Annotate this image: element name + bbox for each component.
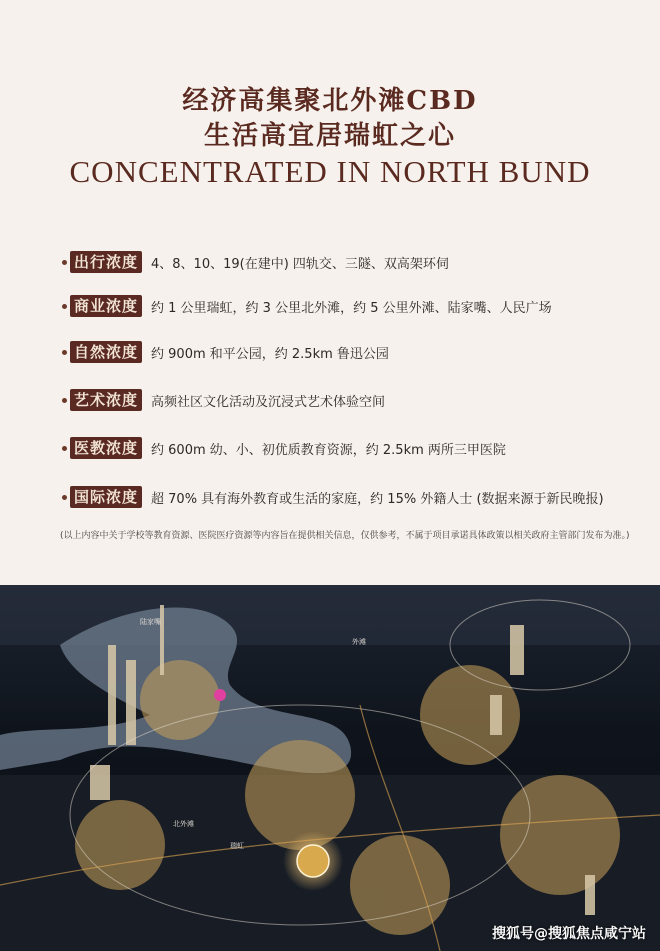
watermark: 搜狐号@搜狐焦点咸宁站 (492, 926, 646, 942)
title-line-2: 生活高宜居瑞虹之心 (203, 121, 456, 151)
city-night-illustration (0, 585, 660, 951)
bullet-icon (62, 446, 67, 451)
disclaimer-note: (以上内容中关于学校等教育资源、医院医疗资源等内容旨在提供相关信息，仅供参考，不属于项目承诺具体政策以相关政府主管部门发布为准。) (60, 531, 630, 541)
title-line-1: 经济高集聚北外滩CBD (182, 86, 478, 116)
map-label-ruihong: 瑞虹 (230, 842, 244, 850)
feature-tag: 国际浓度 (70, 486, 142, 508)
feature-row-nature (62, 340, 389, 364)
feature-text: 约 600m 幼、小、初优质教育资源，约 2.5km 两所三甲医院 (151, 442, 506, 458)
feature-text: 4、8、10、19(在建中) 四轨交、三隧、双高架环伺 (151, 256, 449, 272)
map-label-lujiazui: 陆家嘴 (140, 618, 161, 626)
bullet-icon (62, 260, 67, 265)
feature-text: 超 70% 具有海外教育或生活的家庭，约 15% 外籍人士 (数据来源于新民晚报) (151, 491, 604, 507)
feature-tag: 医教浓度 (70, 437, 142, 459)
feature-row-transport (62, 250, 449, 274)
map-label-waitan: 外滩 (352, 638, 366, 646)
feature-text: 高频社区文化活动及沉浸式艺术体验空间 (151, 394, 386, 410)
bullet-icon (62, 495, 67, 500)
feature-tag: 自然浓度 (70, 341, 142, 363)
feature-row-international (62, 485, 604, 509)
feature-row-education-medical (62, 436, 506, 460)
feature-tag: 出行浓度 (70, 251, 142, 273)
bullet-icon (62, 350, 67, 355)
map-label-beiwaitan: 北外滩 (173, 820, 194, 828)
title-english: CONCENTRATED IN NORTH BUND (69, 154, 591, 189)
bullet-icon (62, 304, 67, 309)
feature-text: 约 1 公里瑞虹，约 3 公里北外滩，约 5 公里外滩、陆家嘴、人民广场 (151, 300, 552, 316)
feature-tag: 艺术浓度 (70, 389, 142, 411)
city-aerial-photo (0, 585, 660, 951)
feature-tag: 商业浓度 (70, 295, 142, 317)
feature-text: 约 900m 和平公园，约 2.5km 鲁迅公园 (151, 346, 389, 362)
bullet-icon (62, 398, 67, 403)
feature-row-commerce (62, 294, 552, 318)
feature-row-art (62, 388, 385, 412)
